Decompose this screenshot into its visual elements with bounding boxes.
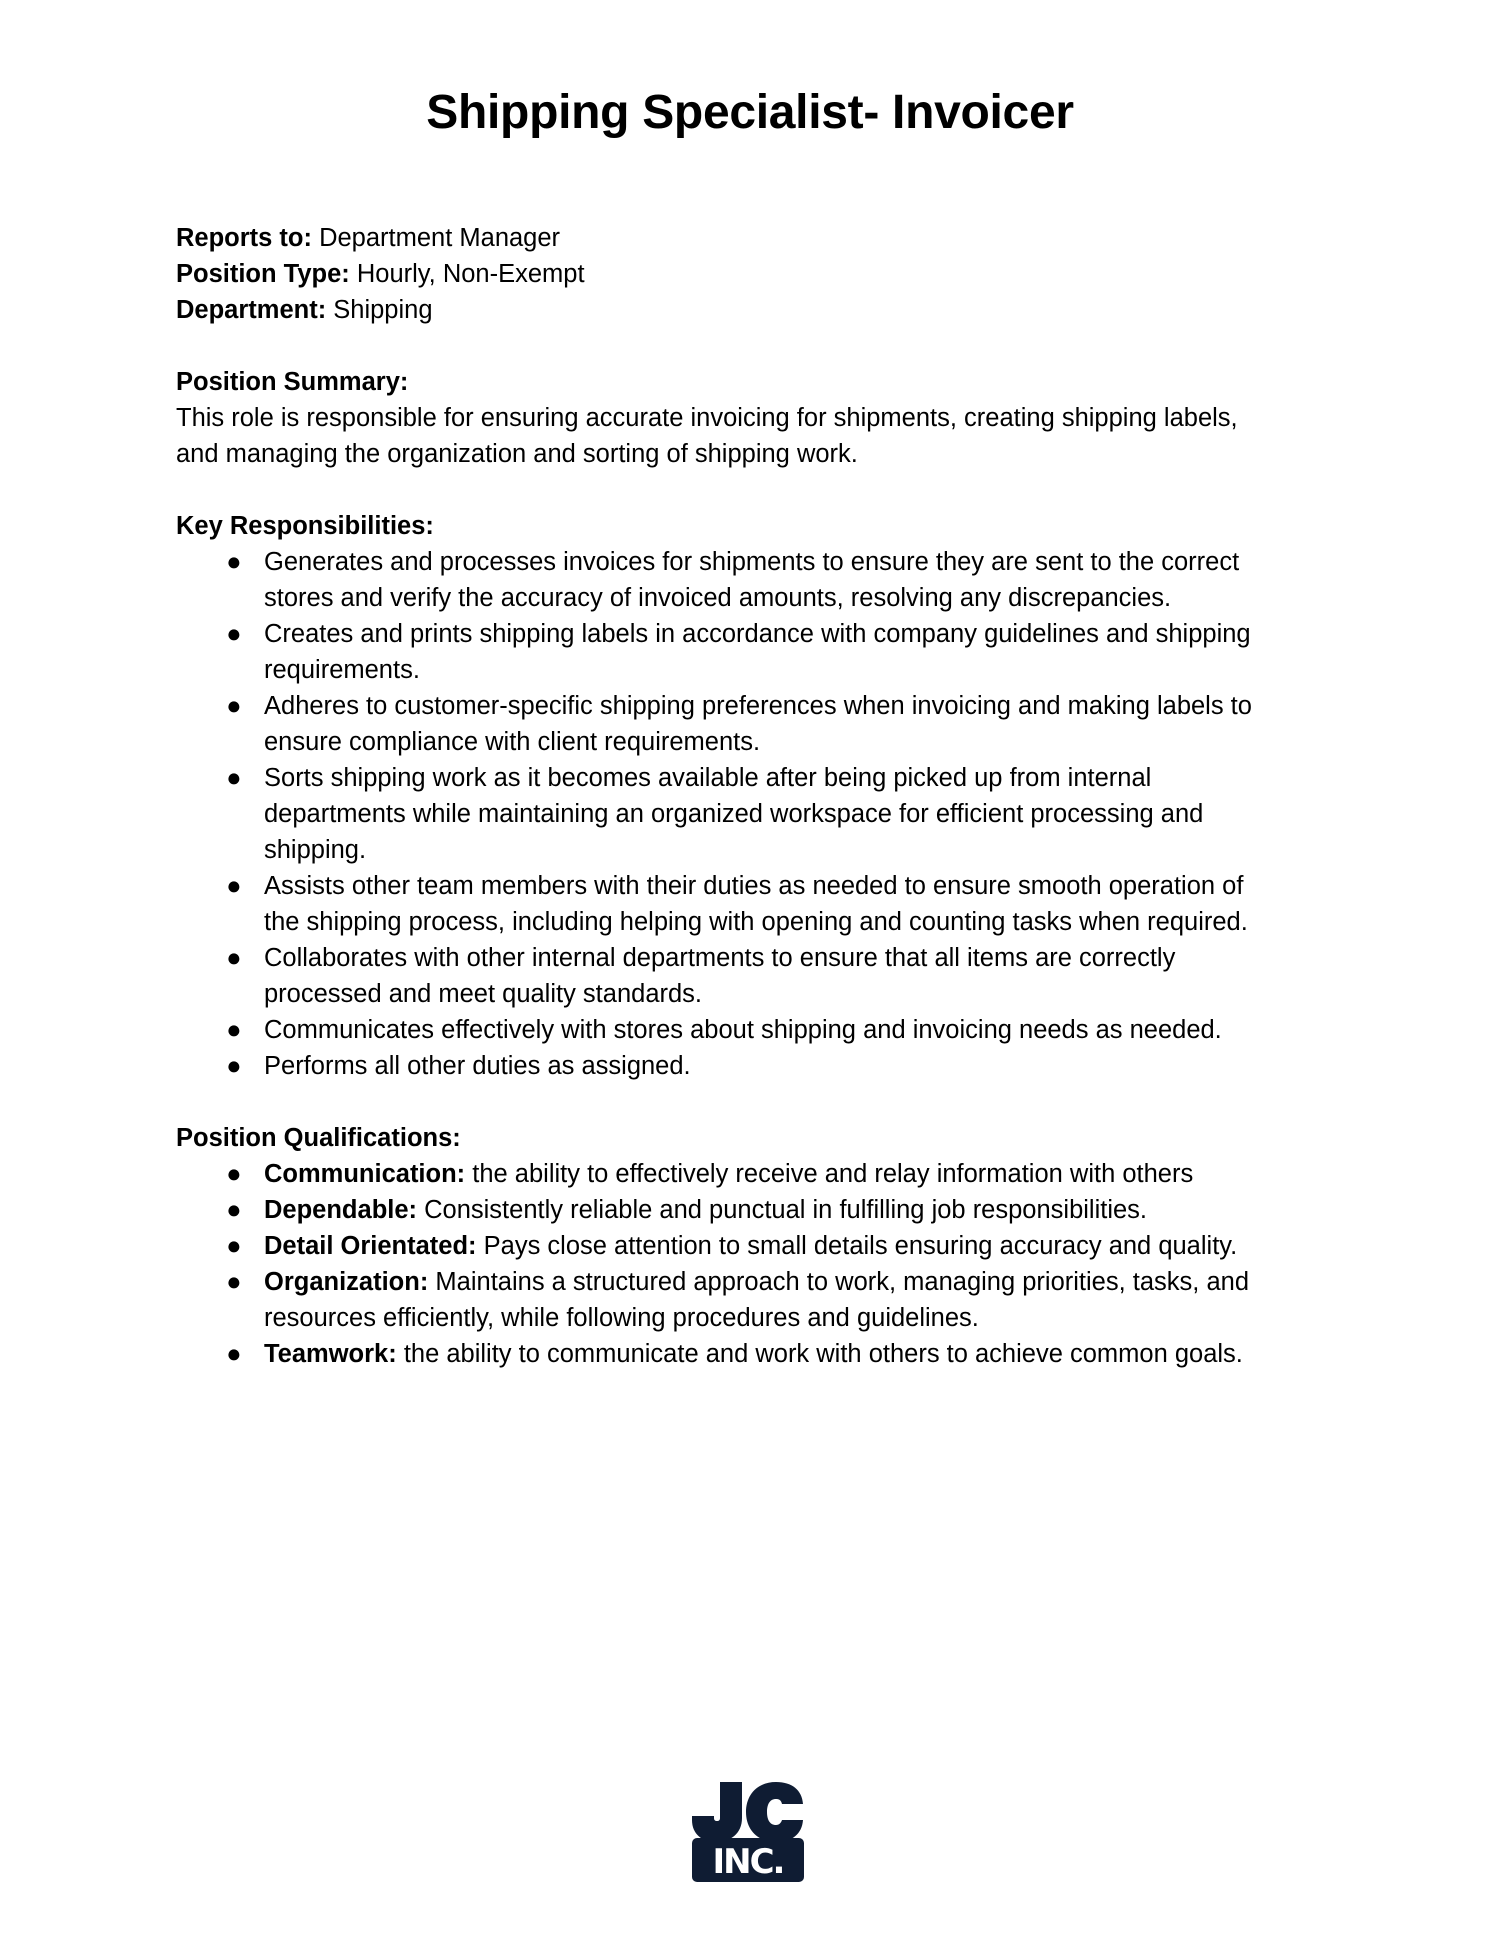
bullet-icon: ● xyxy=(226,944,242,972)
responsibility-item xyxy=(176,688,1336,760)
item-text: departments while maintaining an organized workspace for efficient processing and xyxy=(264,800,1204,828)
responsibility-item xyxy=(176,1012,1336,1048)
summary-line: and managing the organization and sorting of shipping work. xyxy=(176,440,858,468)
meta-reports-to xyxy=(176,220,1336,256)
item-text: stores and verify the accuracy of invoiced amounts, resolving any discrepancies. xyxy=(264,584,1172,612)
item-text: the shipping process, including helping with opening and counting tasks when required. xyxy=(264,908,1248,936)
item-text: Pays close attention to small details ensuring accuracy and quality. xyxy=(476,1232,1238,1260)
meta-department xyxy=(176,292,1336,328)
meta-value: Hourly, Non-Exempt xyxy=(349,260,585,288)
item-label: Detail Orientated: xyxy=(264,1232,477,1260)
meta-value: Shipping xyxy=(326,296,433,324)
qualification-item xyxy=(176,1228,1336,1264)
item-text: processed and meet quality standards. xyxy=(264,980,703,1008)
item-line xyxy=(264,796,1336,832)
meta-value: Department Manager xyxy=(312,224,561,252)
meta-block xyxy=(176,220,1336,328)
item-text: Consistently reliable and punctual in fulfilling job responsibilities. xyxy=(417,1196,1148,1224)
item-text: Generates and processes invoices for shipments to ensure they are sent to the correct xyxy=(264,548,1240,576)
meta-label: Position Type: xyxy=(176,260,350,288)
item-line xyxy=(264,724,1336,760)
item-line xyxy=(264,1012,1336,1048)
item-line xyxy=(264,1300,1336,1336)
item-line xyxy=(264,1336,1336,1372)
item-text: Performs all other duties as assigned. xyxy=(264,1052,691,1080)
responsibilities-section xyxy=(176,508,1336,1084)
item-line xyxy=(264,832,1336,868)
meta-label: Reports to: xyxy=(176,224,312,252)
item-line xyxy=(264,544,1336,580)
bullet-icon: ● xyxy=(226,1160,242,1188)
summary-line: This role is responsible for ensuring accurate invoicing for shipments, creating shipping labels, xyxy=(176,404,1238,432)
item-label: Communication: xyxy=(264,1160,466,1188)
item-line xyxy=(264,976,1336,1012)
responsibility-item xyxy=(176,940,1336,1012)
jc-inc-logo xyxy=(692,1782,804,1882)
bullet-icon: ● xyxy=(226,1340,242,1368)
item-line xyxy=(264,1156,1336,1192)
responsibilities-heading: Key Responsibilities: xyxy=(176,512,434,540)
item-line xyxy=(264,940,1336,976)
item-line xyxy=(264,1264,1336,1300)
item-label: Dependable: xyxy=(264,1196,418,1224)
item-text: requirements. xyxy=(264,656,420,684)
qualifications-section xyxy=(176,1120,1336,1372)
bullet-icon: ● xyxy=(226,764,242,792)
item-text: Maintains a structured approach to work, managing priorities, tasks, and xyxy=(428,1268,1250,1296)
item-text: Collaborates with other internal departments to ensure that all items are correctly xyxy=(264,944,1176,972)
responsibility-item xyxy=(176,544,1336,616)
item-text: Creates and prints shipping labels in accordance with company guidelines and shipping xyxy=(264,620,1251,648)
item-text: resources efficiently, while following procedures and guidelines. xyxy=(264,1304,979,1332)
logo-text-inc: INC. xyxy=(712,1842,784,1882)
item-line xyxy=(264,868,1336,904)
item-line xyxy=(264,580,1336,616)
item-line xyxy=(264,688,1336,724)
responsibilities-list xyxy=(176,544,1336,1084)
qualification-item xyxy=(176,1156,1336,1192)
qualification-item xyxy=(176,1336,1336,1372)
item-text: shipping. xyxy=(264,836,367,864)
item-text: Assists other team members with their duties as needed to ensure smooth operation of xyxy=(264,872,1244,900)
qualifications-list xyxy=(176,1156,1336,1372)
document-body xyxy=(176,220,1336,1372)
bullet-icon: ● xyxy=(226,1196,242,1224)
responsibility-item xyxy=(176,868,1336,940)
item-line xyxy=(264,1228,1336,1264)
item-text: ensure compliance with client requirements. xyxy=(264,728,761,756)
qualifications-heading: Position Qualifications: xyxy=(176,1124,461,1152)
bullet-icon: ● xyxy=(226,1016,242,1044)
item-line xyxy=(264,904,1336,940)
item-text: Sorts shipping work as it becomes available after being picked up from internal xyxy=(264,764,1152,792)
responsibility-item xyxy=(176,616,1336,688)
item-line xyxy=(264,652,1336,688)
item-line xyxy=(264,616,1336,652)
item-label: Organization: xyxy=(264,1268,429,1296)
item-text: Adheres to customer-specific shipping preferences when invoicing and making labels to xyxy=(264,692,1252,720)
bullet-icon: ● xyxy=(226,872,242,900)
bullet-icon: ● xyxy=(226,692,242,720)
item-text: the ability to communicate and work with others to achieve common goals. xyxy=(396,1340,1243,1368)
qualification-item xyxy=(176,1264,1336,1336)
bullet-icon: ● xyxy=(226,1268,242,1296)
item-text: Communicates effectively with stores about shipping and invoicing needs as needed. xyxy=(264,1016,1222,1044)
meta-position-type xyxy=(176,256,1336,292)
document-title: Shipping Specialist- Invoicer xyxy=(426,86,1074,139)
bullet-icon: ● xyxy=(226,1232,242,1260)
item-line xyxy=(264,1048,1336,1084)
item-label: Teamwork: xyxy=(264,1340,397,1368)
item-line xyxy=(264,760,1336,796)
item-line xyxy=(264,1192,1336,1228)
bullet-icon: ● xyxy=(226,548,242,576)
responsibility-item xyxy=(176,1048,1336,1084)
meta-label: Department: xyxy=(176,296,327,324)
responsibility-item xyxy=(176,760,1336,868)
summary-heading: Position Summary: xyxy=(176,368,409,396)
summary-section xyxy=(176,364,1336,472)
bullet-icon: ● xyxy=(226,620,242,648)
item-text: the ability to effectively receive and relay information with others xyxy=(465,1160,1194,1188)
qualification-item xyxy=(176,1192,1336,1228)
bullet-icon: ● xyxy=(226,1052,242,1080)
